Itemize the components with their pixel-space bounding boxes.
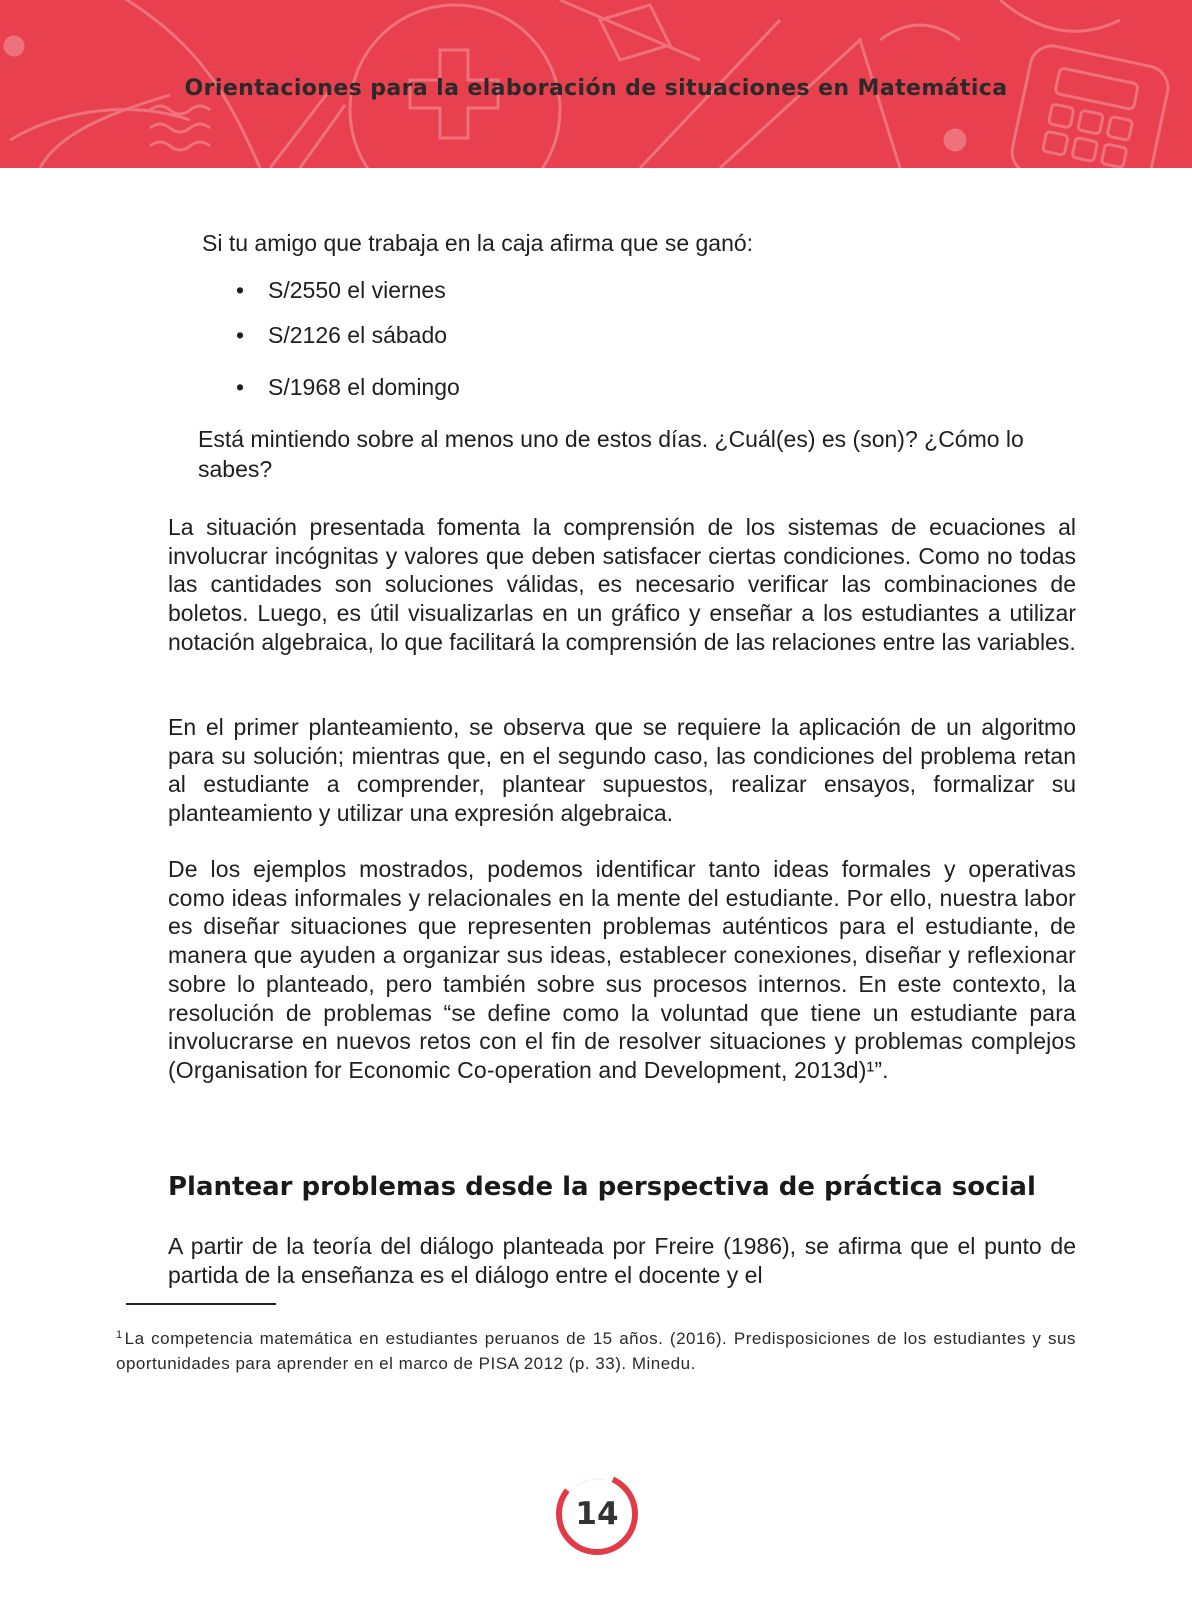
page-number-badge: [553, 1470, 641, 1558]
body-paragraph: A partir de la teoría del diálogo planteada por Freire (1986), se afirma que el punto de partida de la enseñanza es el diálogo entre el docente y el: [168, 1233, 1076, 1288]
question-text: Está mintiendo sobre al menos uno de estos días. ¿Cuál(es) es (son)? ¿Cómo lo sabes?: [198, 426, 1024, 482]
page-number: 14: [575, 1496, 619, 1532]
footnote-marker: 1: [116, 1329, 123, 1341]
footnote-text: La competencia matemática en estudiantes peruanos de 15 años. (2016). Predisposiciones de los estudiantes y sus oportunidades para aprender en el marco de PISA 2012 (p. 33). Minedu.: [116, 1329, 1076, 1373]
body-paragraph: De los ejemplos mostrados, podemos identificar tanto ideas formales y operativas como ideas informales y relacionales en la mente del estudiante. Por ello, nuestra labor es diseñar situaciones que representen problemas auténticos para el estudiante, de manera que ayuden a organizar sus ideas, establecer conexiones, diseñar y reflexionar sobre lo planteado, pero también sobre sus procesos internos. En este contexto, la resolución de problemas “se define como la voluntad que tiene un estudiante para involucrarse en nuevos retos con el fin de resolver situaciones y problemas complejos (Organisation for Economic Co-operation and Development, 2013d)¹”.: [168, 856, 1076, 1083]
list-item: • S/2126 el sábado: [268, 320, 447, 350]
section-heading: Plantear problemas desde la perspectiva de práctica social: [168, 1172, 1036, 1202]
footnote-divider: [126, 1303, 276, 1305]
footnote: [116, 1323, 1076, 1376]
page-header: [0, 0, 1192, 168]
body-paragraph: La situación presentada fomenta la comprensión de los sistemas de ecuaciones al involucrar incógnitas y valores que deben satisfacer ciertas condiciones. Como no todas las cantidades son soluciones válidas, es necesario verificar las combinaciones de boletos. Luego, es útil visualizarlas en un gráfico y enseñar a los estudiantes a utilizar notación algebraica, lo que facilitará la comprensión de las relaciones entre las variables.: [168, 514, 1076, 655]
list-item: • S/1968 el domingo: [268, 372, 460, 402]
list-item: • S/2550 el viernes: [268, 275, 446, 305]
running-header-title: Orientaciones para la elaboración de situaciones en Matemática: [184, 76, 1008, 101]
body-paragraph: En el primer planteamiento, se observa que se requiere la aplicación de un algoritmo para su solución; mientras que, en el segundo caso, las condiciones del problema retan al estudiante a comprender, plantear supuestos, realizar ensayos, formalizar su planteamiento y utilizar una expresión algebraica.: [168, 714, 1076, 827]
intro-text: Si tu amigo que trabaja en la caja afirma que se ganó:: [202, 230, 754, 256]
